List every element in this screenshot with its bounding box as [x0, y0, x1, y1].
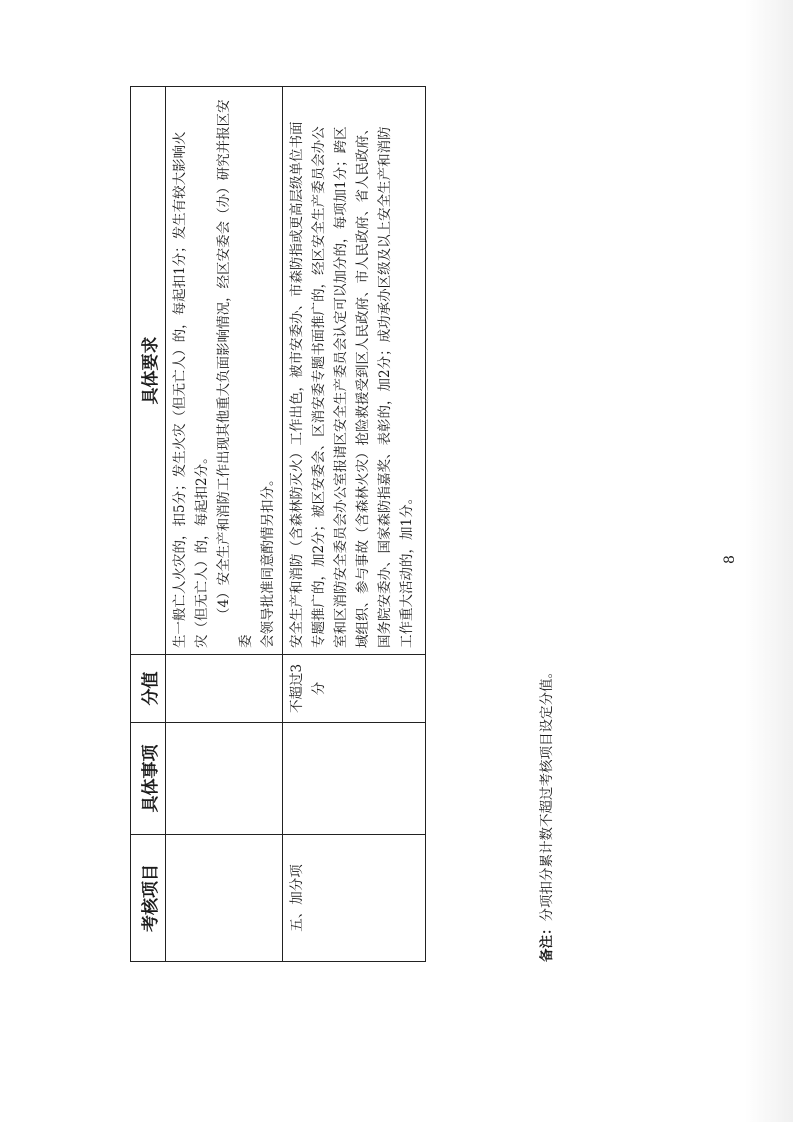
requirement-line: 室和区消防安全委员会办公室报请区安全生产委员会认定可以加分的，每项加1分；跨区 [333, 126, 349, 648]
table-row [166, 87, 283, 962]
page-number-value: 8 [722, 555, 738, 564]
table-header-row [131, 87, 166, 962]
table-note [535, 665, 555, 962]
row2-requirements [283, 87, 426, 655]
note-text: 分项扣分累计数不超过考核项目设定分值。 [539, 665, 555, 922]
requirement-line: 生一般亡人火灾的，扣5分；发生火灾（但无亡人）的，每起扣1分；发生有较大影响火 [172, 131, 188, 648]
row1-matter [166, 723, 283, 835]
table-row [283, 87, 426, 962]
header-requirements: 具体要求 [131, 87, 166, 655]
header-assessment-item: 考核项目 [131, 835, 166, 962]
row2-matter [283, 723, 426, 835]
header-specific-matter: 具体事项 [131, 723, 166, 835]
row1-requirements [166, 87, 283, 655]
row2-item: 五、加分项 [283, 835, 426, 962]
note-label: 备注： [539, 921, 555, 962]
requirement-line: 域组织、参与事故（含森林火灾）抢险救援受到区人民政府、市人民政府、省人民政府、 [355, 121, 371, 648]
requirement-line: （4）安全生产和消防工作出现其他重大负面影响情况，经区安委会（办）研究并报区安委 [216, 99, 254, 648]
header-score: 分值 [131, 655, 166, 723]
page-number [722, 555, 738, 564]
row1-item [166, 835, 283, 962]
assessment-table [130, 86, 426, 962]
requirement-line: 安全生产和消防（含森林防灭火）工作出色，被市安委办、市森防指或更高层级单位书面 [289, 121, 305, 648]
row2-score: 不超过3分 [283, 655, 426, 723]
requirement-line: 工作重大活动的，加1分。 [399, 490, 415, 648]
requirement-line: 会领导批准同意酌情另扣分。 [260, 472, 276, 648]
row1-score [166, 655, 283, 723]
requirement-line: 专题推广的，加2分；被区安委会、区消安委专题书面推广的，经区安全生产委员会办公 [311, 126, 327, 648]
requirement-line: 国务院安委办、国家森防指嘉奖、表彰的，加2分；成功承办区级及以上安全生产和消防 [377, 126, 393, 648]
requirement-line: 灾（但无亡人）的，每起扣2分。 [194, 450, 210, 648]
